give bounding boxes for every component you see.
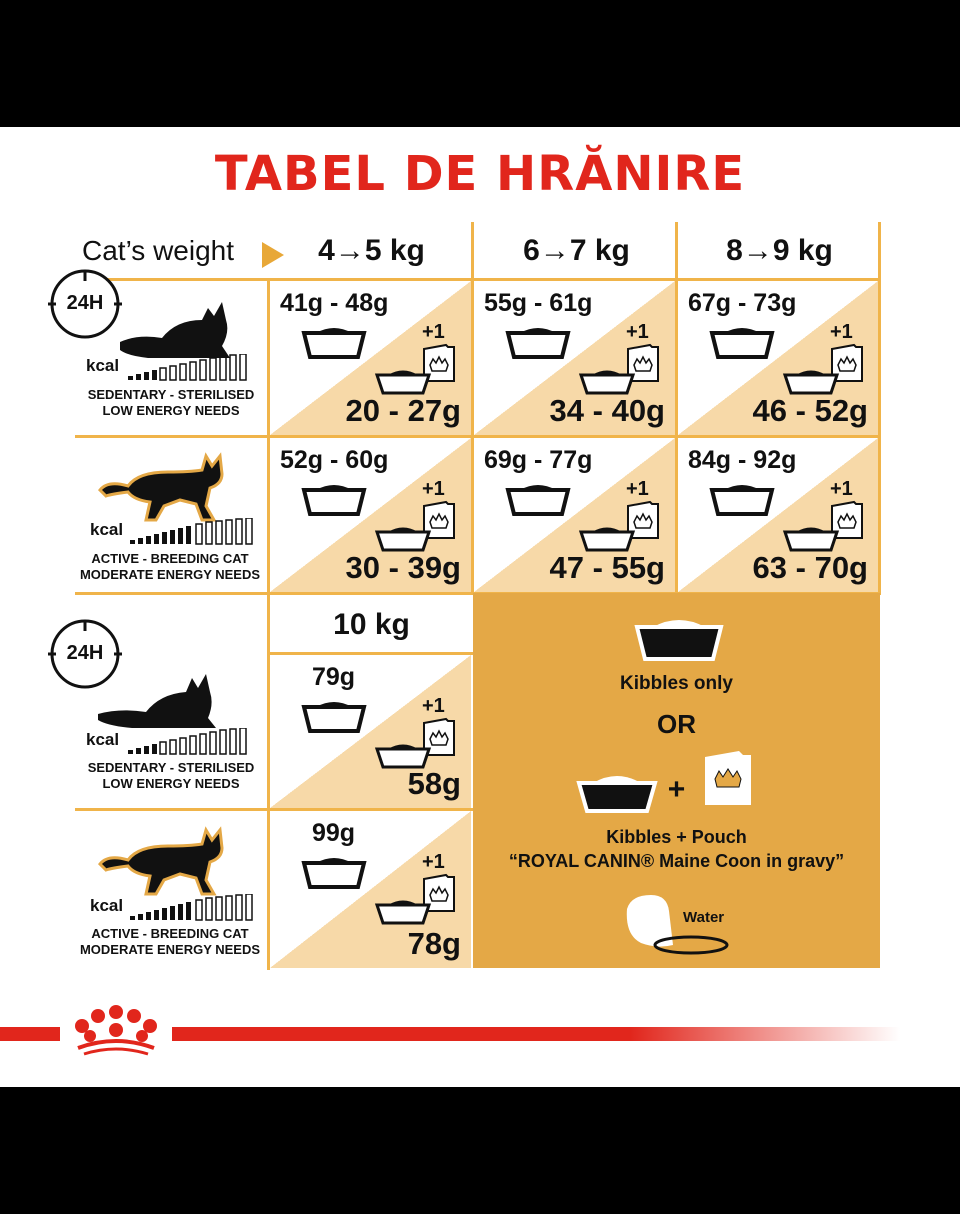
kcal-label: kcal [90, 520, 124, 539]
feeding-cell [270, 281, 471, 435]
pouch-icon [703, 749, 753, 807]
active-line2: MODERATE ENERGY NEEDS [79, 567, 261, 582]
bowl-icon [300, 853, 368, 891]
wet-food-amount: 34 - 40g [549, 393, 665, 428]
wet-food-amount: 47 - 55g [549, 550, 665, 585]
sedentary-cat-icon [96, 672, 236, 732]
wet-food-amount: 58g [407, 766, 461, 801]
plus-one-pouch: +1 [830, 321, 853, 343]
wet-food-amount: 46 - 52g [752, 393, 868, 428]
active-line1: ACTIVE - BREEDING CAT [91, 551, 249, 566]
kcal-bars-icon [128, 728, 252, 756]
plus-one-pouch: +1 [626, 478, 649, 500]
kcal-bars-icon [128, 354, 252, 382]
clock-24h-label: 24H [66, 292, 104, 314]
dry-food-amount: 52g - 60g [280, 446, 389, 474]
active-label [72, 926, 268, 958]
product-label: “ROYAL CANIN® Maine Coon in gravy” [508, 851, 845, 871]
bowl-icon [300, 323, 368, 361]
dry-food-amount: 84g - 92g [688, 446, 797, 474]
bowl-icon [708, 480, 776, 518]
weight-header-4-5: 4→5 kg [318, 234, 425, 267]
plus-one-pouch: +1 [422, 478, 445, 500]
kcal-label: kcal [86, 356, 120, 375]
sedentary-cat-icon [118, 298, 238, 360]
feeding-cell [270, 655, 471, 808]
sedentary-line2: LOW ENERGY NEEDS [102, 776, 240, 791]
kcal-bars-icon [130, 518, 254, 546]
plus-one-pouch: +1 [422, 851, 445, 873]
wet-food-amount: 63 - 70g [752, 550, 868, 585]
active-label [72, 551, 268, 583]
bowl-icon [708, 323, 776, 361]
plus-one-pouch: +1 [626, 321, 649, 343]
feeding-cell [678, 438, 878, 592]
active-line2: MODERATE ENERGY NEEDS [79, 942, 261, 957]
wet-food-amount: 20 - 27g [345, 393, 461, 428]
clock-24h-label: 24H [66, 642, 104, 664]
wet-food-amount: 30 - 39g [345, 550, 461, 585]
cats-weight-label: Cat’s weight [82, 235, 235, 266]
feeding-options-panel [473, 593, 880, 968]
bowl-icon [300, 480, 368, 518]
bowl-icon [504, 480, 572, 518]
feeding-cell [270, 811, 471, 968]
bowl-icon [633, 617, 725, 663]
sedentary-line1: SEDENTARY - STERILISED [87, 760, 255, 775]
weight-header-10: 10 kg [333, 608, 410, 641]
dry-food-amount: 99g [312, 819, 356, 847]
kibbles-only-label: Kibbles only [620, 673, 733, 694]
weight-header-8-9: 8→9 kg [726, 234, 833, 267]
active-cat-icon [98, 452, 228, 524]
sedentary-label [76, 760, 266, 792]
kcal-label: kcal [86, 730, 120, 749]
active-line1: ACTIVE - BREEDING CAT [91, 926, 249, 941]
plus-one-pouch: +1 [830, 478, 853, 500]
kcal-label: kcal [90, 896, 124, 915]
dry-food-amount: 79g [312, 663, 356, 691]
feeding-cell [678, 281, 878, 435]
weight-header-6-7: 6→7 kg [523, 234, 630, 267]
page-title: TABEL DE HRĂNIRE [214, 146, 746, 202]
feeding-cell [270, 438, 471, 592]
dry-food-amount: 55g - 61g [484, 289, 593, 317]
dry-food-amount: 69g - 77g [484, 446, 593, 474]
plus-sign: + [667, 773, 686, 806]
dry-food-amount: 41g - 48g [280, 289, 389, 317]
wet-food-amount: 78g [407, 926, 461, 961]
or-label: OR [657, 709, 696, 739]
sedentary-line2: LOW ENERGY NEEDS [102, 403, 240, 418]
dry-food-amount: 67g - 73g [688, 289, 797, 317]
kibbles-pouch-label: Kibbles + Pouch [606, 827, 747, 847]
plus-one-pouch: +1 [422, 321, 445, 343]
bowl-icon [300, 697, 368, 735]
feeding-cell [474, 281, 675, 435]
sedentary-label [76, 387, 266, 419]
water-label: Water [683, 909, 725, 926]
kcal-bars-icon [130, 894, 254, 922]
crown-logo-icon [60, 1004, 172, 1060]
active-cat-icon [98, 826, 228, 898]
bowl-icon [374, 897, 432, 927]
sedentary-line1: SEDENTARY - STERILISED [87, 387, 255, 402]
bowl-icon [504, 323, 572, 361]
plus-one-pouch: +1 [422, 695, 445, 717]
feeding-cell [474, 438, 675, 592]
